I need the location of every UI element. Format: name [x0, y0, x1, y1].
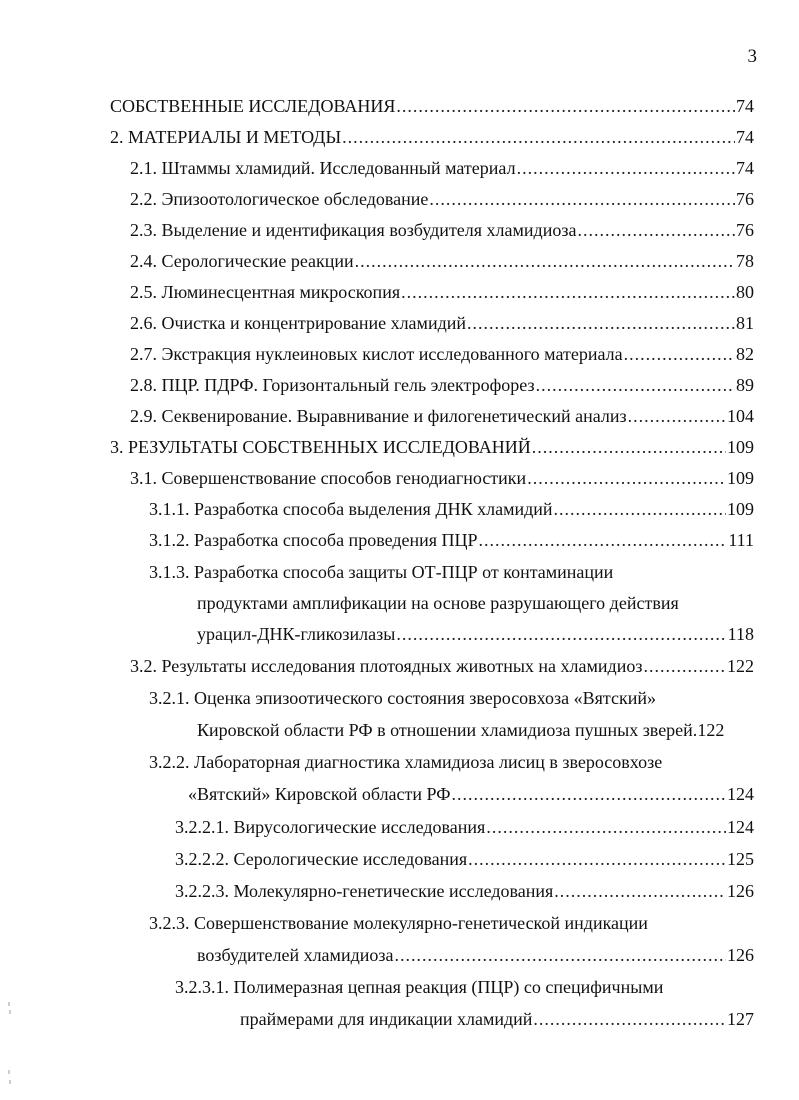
toc-entry-title: 3.1.3. Разработка способа защиты ОТ-ПЦР от контаминации [149, 562, 614, 582]
toc-entry [130, 278, 754, 306]
toc-entry-page: 127 [727, 1009, 754, 1029]
toc-leader [342, 123, 735, 151]
toc-entry [188, 780, 754, 808]
toc-entry-title: 2.7. Экстракция нуклеиновых кислот исследованного материала [130, 344, 623, 364]
toc-entry-page: 118 [727, 624, 754, 644]
toc-entry-page: 126 [727, 881, 754, 901]
toc-entry [130, 464, 754, 492]
toc-entry [197, 620, 754, 648]
toc-entry [130, 652, 754, 680]
toc-entry-title: 2.6. Очистка и концентрирование хламидий [130, 313, 466, 333]
toc-entry-title: 2.2. Эпизоотологическое обследование [130, 189, 429, 209]
toc-leader [533, 1005, 726, 1033]
toc-entry-page: 76 [736, 220, 754, 240]
toc-entry-page: 81 [736, 313, 754, 333]
toc-entry-page: 76 [736, 189, 754, 209]
toc-entry-page: 80 [736, 282, 754, 302]
toc-leader [554, 877, 726, 905]
toc-leader [429, 185, 735, 213]
toc-leader [451, 780, 726, 808]
toc-entry-continuation: праймерами для индикации хламидий [240, 1009, 533, 1029]
toc-entry-title: 3.1. Совершенствование способов генодиагностики [130, 468, 527, 488]
toc-leader [628, 402, 726, 430]
toc-entry-page: 78 [736, 251, 754, 271]
toc-entry [130, 402, 754, 430]
toc-entry [110, 92, 754, 120]
toc-leader [517, 154, 735, 182]
toc-entry-continuation: Кировской области РФ в отношении хламидиоза пушных зверей. [197, 720, 698, 740]
page-number: 3 [747, 46, 757, 67]
toc-entry [197, 716, 754, 744]
toc-entry-title: 3.2.2. Лабораторная диагностика хламидиоза лисиц в зверосовхозе [149, 752, 663, 772]
toc-entry-title: 3.2.1. Оценка эпизоотического состояния зверосовхоза «Вятский» [149, 688, 656, 708]
toc-leader [479, 526, 728, 554]
toc-entry [130, 340, 754, 368]
toc-entry-title: 3.2.2.2. Серологические исследования [175, 849, 468, 869]
toc-entry-page: 89 [736, 375, 754, 395]
toc-entry [110, 433, 754, 461]
toc-entry-title: 3. РЕЗУЛЬТАТЫ СОБСТВЕННЫХ ИССЛЕДОВАНИЙ [110, 437, 531, 457]
toc-entry-page: 122 [697, 720, 725, 740]
toc-leader [527, 464, 726, 492]
toc-entry-page: 124 [727, 784, 754, 804]
toc-entry-title: СОБСТВЕННЫЕ ИССЛЕДОВАНИЯ [110, 96, 396, 116]
toc-entry [149, 526, 754, 554]
toc-entry [197, 941, 754, 969]
toc-entry-page: 109 [727, 468, 754, 488]
toc-entry-title: 3.2.3.1. Полимеразная цепная реакция (ПЦР) со специфичными [175, 977, 664, 997]
toc-entry-continuation: урацил-ДНК-гликозилазы [197, 624, 396, 644]
toc-entry-title: 3.2. Результаты исследования плотоядных животных на хламидиоз [130, 656, 643, 676]
toc-entry [175, 813, 754, 841]
toc-entry-page: 124 [727, 817, 754, 837]
scan-margin-marks [6, 1000, 14, 1094]
toc-entry [130, 185, 754, 213]
toc-entry-title: 3.1.2. Разработка способа проведения ПЦР [149, 530, 478, 550]
toc-entry-page: 74 [736, 127, 754, 147]
toc-entry-continuation: возбудителей хламидиоза [197, 945, 394, 965]
toc-entry-title: 3.2.3. Совершенствование молекулярно-генетической индикации [149, 913, 648, 933]
toc-entry [240, 1005, 754, 1033]
toc-entry [110, 123, 754, 151]
toc-entry-title: 3.1.1. Разработка способа выделения ДНК хламидий [149, 499, 553, 519]
toc-leader [401, 278, 735, 306]
toc-entry-page: 74 [736, 158, 754, 178]
toc-entry [175, 877, 754, 905]
toc-entry-title: 2. МАТЕРИАЛЫ И МЕТОДЫ [110, 127, 342, 147]
toc-entry-continuation: «Вятский» Кировской области РФ [188, 784, 451, 804]
toc-entry-page: 82 [736, 344, 754, 364]
toc-entry-page: 109 [727, 499, 754, 519]
toc-entry-title: 2.8. ПЦР. ПДРФ. Горизонтальный гель электрофорез [130, 375, 535, 395]
toc-entry [130, 247, 754, 275]
toc-entry [130, 154, 754, 182]
scan-artifact-icon [6, 1000, 14, 1090]
toc-entry-title: 3.2.2.1. Вирусологические исследования [175, 817, 486, 837]
toc-entry-page: 74 [736, 96, 754, 116]
toc-leader [577, 216, 735, 244]
toc-entry-page: 104 [727, 406, 754, 426]
toc-leader [396, 92, 735, 120]
toc-entry-title: 2.1. Штаммы хламидий. Исследованный материал [130, 158, 516, 178]
toc-entry [175, 845, 754, 873]
toc-entry [149, 495, 754, 523]
toc-entry-page: 126 [727, 945, 754, 965]
toc-leader [486, 813, 726, 841]
toc-entry-continuation: продуктами амплификации на основе разрушающего действия [197, 593, 679, 613]
toc-leader [554, 495, 726, 523]
toc-leader [396, 620, 726, 648]
toc-entry-page: 111 [728, 530, 754, 550]
toc-entry-title: 2.4. Серологические реакции [130, 251, 354, 271]
toc-entry-page: 122 [727, 656, 754, 676]
toc-entry [130, 309, 754, 337]
toc-leader [536, 371, 735, 399]
toc-entry-title: 2.9. Секвенирование. Выравнивание и филогенетический анализ [130, 406, 627, 426]
toc-leader [394, 941, 726, 969]
toc-entry [130, 371, 754, 399]
toc-leader [624, 340, 735, 368]
toc-leader [355, 247, 735, 275]
toc-entry-title: 2.5. Люминесцентная микроскопия [130, 282, 401, 302]
toc-entry-page: 109 [727, 437, 754, 457]
toc-leader [467, 309, 735, 337]
toc-entry-title: 2.3. Выделение и идентификация возбудителя хламидиоза [130, 220, 577, 240]
toc-entry [130, 216, 754, 244]
toc-leader [532, 433, 726, 461]
toc-entry-page: 125 [727, 849, 754, 869]
toc-leader [643, 652, 726, 680]
toc-leader [468, 845, 726, 873]
toc-entry-title: 3.2.2.3. Молекулярно-генетические исследования [175, 881, 554, 901]
